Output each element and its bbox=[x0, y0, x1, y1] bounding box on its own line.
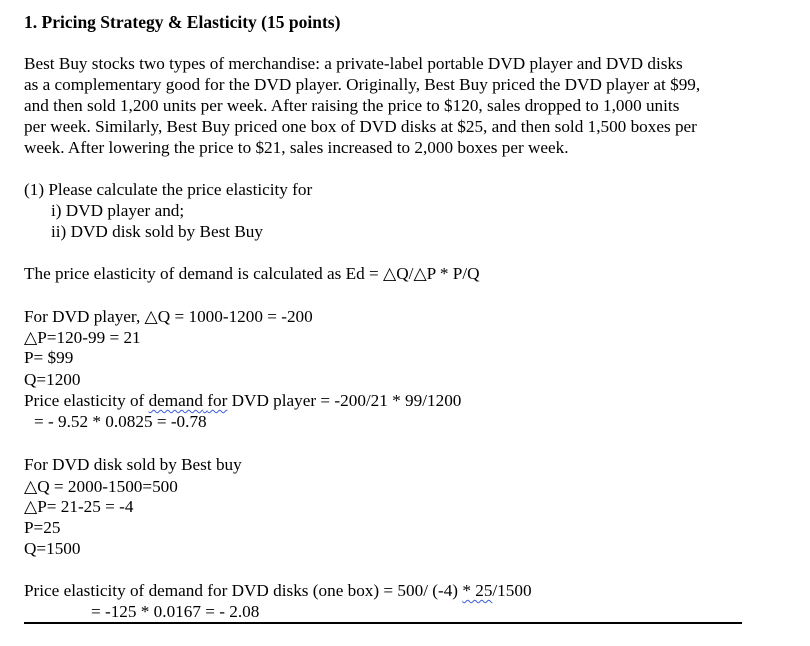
problem-statement bbox=[24, 53, 748, 158]
elasticity-text: Price elasticity of demand for DVD disks (one box) = 500/ (-4) bbox=[24, 581, 463, 600]
dvd-disk-quantity: Q=1500 bbox=[24, 539, 81, 558]
statement-line: week. After lowering the price to $21, sales increased to 2,000 boxes per week. bbox=[24, 138, 569, 157]
document-page bbox=[24, 0, 784, 646]
dvd-player-elasticity bbox=[24, 390, 461, 411]
dvd-player-delta-q: For DVD player, △Q = 1000-1200 = -200 bbox=[24, 307, 313, 326]
elasticity-formula: The price elasticity of demand is calculated as Ed = △Q/△P * P/Q bbox=[24, 264, 480, 283]
dvd-disk-result: = -125 * 0.0167 = - 2.08 bbox=[91, 602, 260, 621]
elasticity-text: DVD player = -200/21 * 99/1200 bbox=[227, 391, 462, 410]
dvd-disk-heading: For DVD disk sold by Best buy bbox=[24, 455, 242, 474]
statement-line: Best Buy stocks two types of merchandise: a private-label portable DVD player and DVD disks bbox=[24, 54, 683, 73]
dvd-disk-price: P=25 bbox=[24, 518, 61, 537]
dvd-disk-delta-q: △Q = 2000-1500=500 bbox=[24, 477, 178, 496]
dvd-player-delta-p: △P=120-99 = 21 bbox=[24, 328, 141, 347]
bottom-rule bbox=[24, 622, 742, 624]
elasticity-text: /1500 bbox=[492, 581, 532, 600]
question-prompt: (1) Please calculate the price elasticity for bbox=[24, 180, 313, 199]
spellcheck-flagged-word[interactable]: demand bbox=[148, 391, 203, 410]
spellcheck-flagged-word[interactable]: for bbox=[207, 391, 228, 410]
statement-line: per week. Similarly, Best Buy priced one box of DVD disks at $25, and then sold 1,500 boxes per bbox=[24, 117, 697, 136]
dvd-player-result: = - 9.52 * 0.0825 = -0.78 bbox=[34, 412, 207, 431]
spellcheck-flagged-word[interactable]: * 25 bbox=[462, 581, 493, 600]
dvd-player-price: P= $99 bbox=[24, 348, 74, 367]
statement-line: and then sold 1,200 units per week. After raising the price to $120, sales dropped to 1,000 units bbox=[24, 96, 680, 115]
dvd-disk-elasticity bbox=[24, 580, 532, 601]
question-title: 1. Pricing Strategy & Elasticity (15 points) bbox=[24, 12, 341, 32]
question-item-dvd-disk: ii) DVD disk sold by Best Buy bbox=[51, 222, 263, 241]
elasticity-text: Price elasticity of bbox=[24, 391, 149, 410]
question-item-dvd-player: i) DVD player and; bbox=[51, 201, 185, 220]
dvd-disk-delta-p: △P= 21-25 = -4 bbox=[24, 497, 134, 516]
statement-line: as a complementary good for the DVD player. Originally, Best Buy priced the DVD player at $99, bbox=[24, 75, 701, 94]
dvd-player-quantity: Q=1200 bbox=[24, 370, 81, 389]
